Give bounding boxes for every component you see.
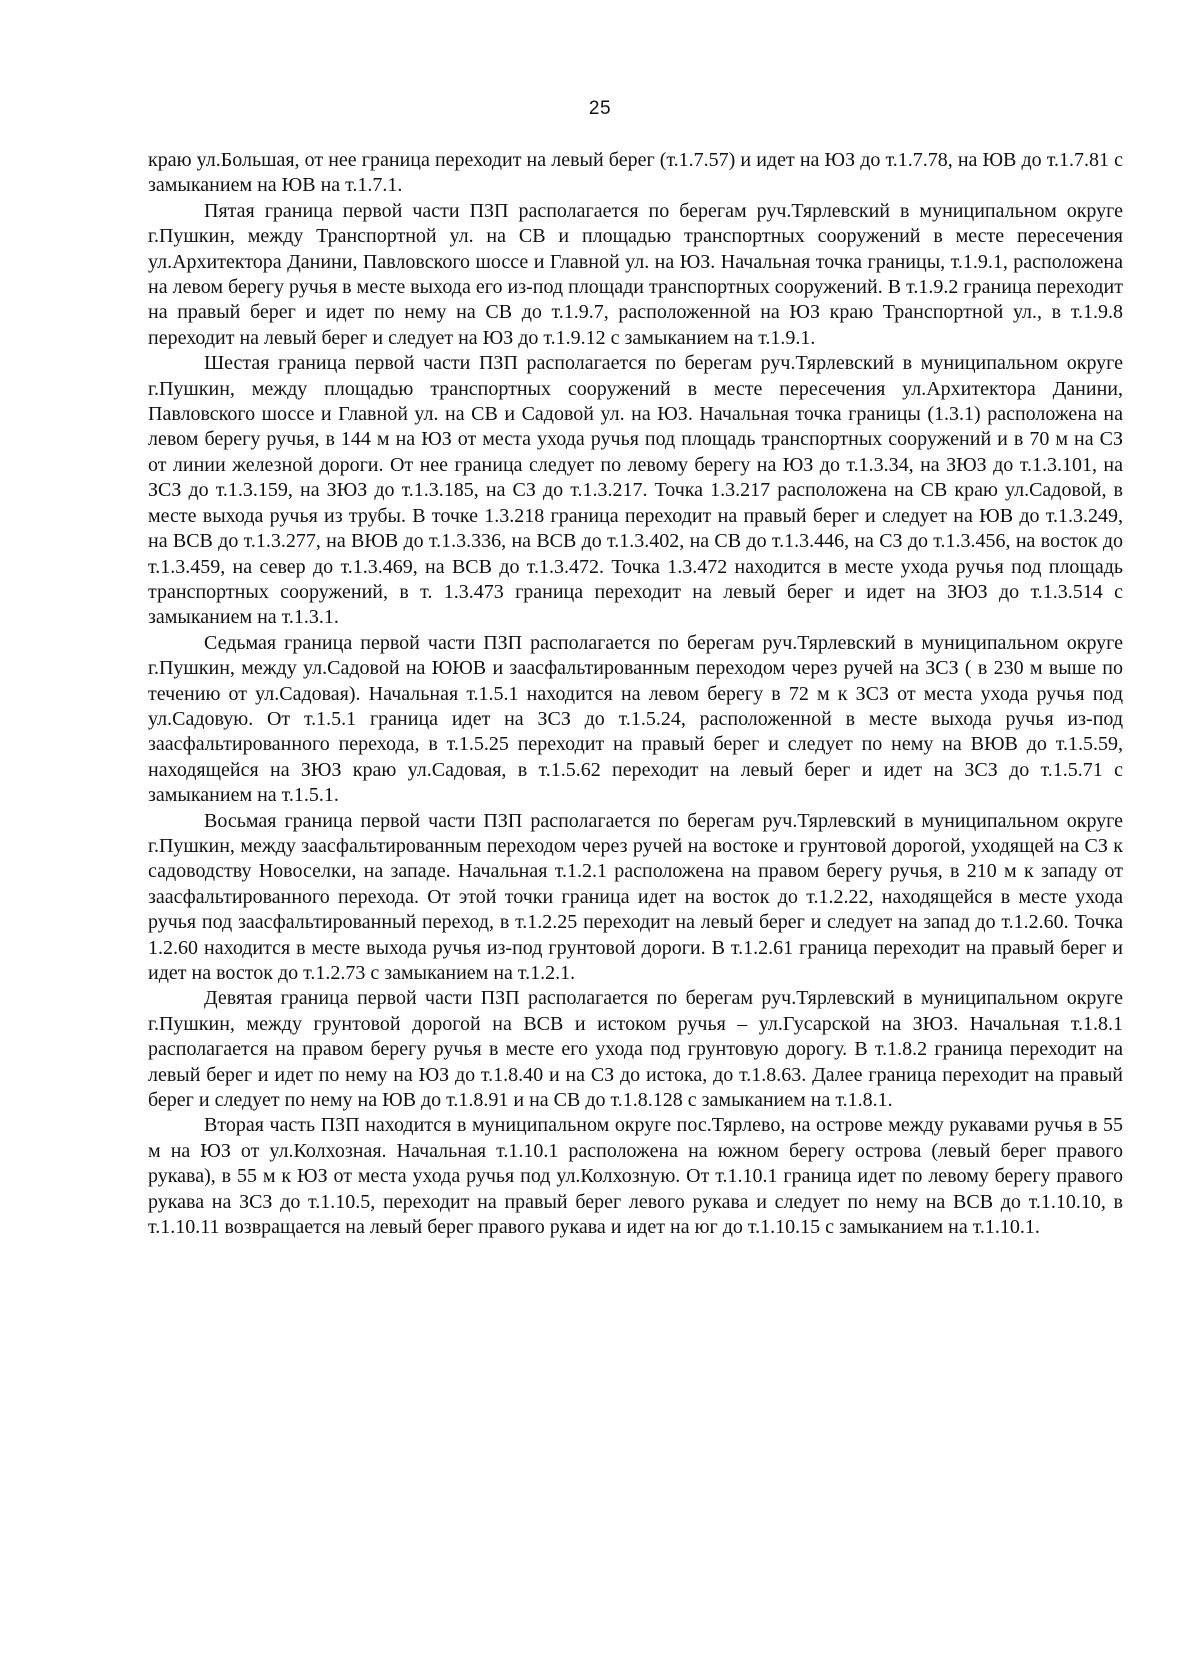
paragraph-continuation: краю ул.Большая, от нее граница переходит на левый берег (т.1.7.57) и идет на ЮЗ до т.1.7.78, на ЮВ до т.1.7.81 с замыканием на ЮВ на т.1.7.1. <box>148 149 1123 197</box>
page-number: 25 <box>588 98 612 119</box>
paragraph-seventh-boundary: Седьмая граница первой части ПЗП располагается по берегам руч.Тярлевский в муниципальном округе г.Пушкин, между ул.Садовой на ЮЮВ и заасфальтированным переходом через ручей на ЗСЗ ( в 230 м выше по течению от ул.Садовая). Начальная т.1.5.1 находится на левом берегу в 72 м к ЗСЗ от места ухода ручья под ул.Садовую. От т.1.5.1 граница идет на ЗСЗ до т.1.5.24, расположенной в месте выхода ручья из-под заасфальтированного перехода, в т.1.5.25 переходит на правый берег и следует по нему на ВЮВ до т.1.5.59, находящейся на ЗЮЗ краю ул.Садовая, в т.1.5.62 переходит на левый берег и идет на ЗСЗ до т.1.5.71 с замыканием на т.1.5.1. <box>148 631 1123 807</box>
body-text <box>148 148 1123 1240</box>
paragraph-second-part: Вторая часть ПЗП находится в муниципальном округе пос.Тярлево, на острове между рукавами ручья в 55 м на ЮЗ от ул.Колхозная. Начальная т.1.10.1 расположена на южном берегу острова (левый берег правого рукава), в 55 м к ЮЗ от места ухода ручья под ул.Колхозную. От т.1.10.1 граница идет по левому берегу правого рукава на ЗСЗ до т.1.10.5, переходит на правый берег левого рукава и следует по нему на ВСВ до т.1.10.10, в т.1.10.11 возвращается на левый берег правого рукава и идет на юг до т.1.10.15 с замыканием на т.1.10.1. <box>148 1114 1123 1239</box>
paragraph-eighth-boundary: Восьмая граница первой части ПЗП располагается по берегам руч.Тярлевский в муниципальном округе г.Пушкин, между заасфальтированным переходом через ручей на востоке и грунтовой дорогой, уходящей на СЗ к садоводству Новоселки, на западе. Начальная т.1.2.1 расположена на правом берегу ручья, в 210 м к западу от заасфальтированного перехода. От этой точки граница идет на восток до т.1.2.22, находящейся в месте ухода ручья под заасфальтированный переход, в т.1.2.25 переходит на левый берег и следует на запад до т.1.2.60. Точка 1.2.60 находится в месте выхода ручья из-под грунтовой дороги. В т.1.2.61 граница переходит на правый берег и идет на восток до т.1.2.73 с замыканием на т.1.2.1. <box>148 809 1123 984</box>
paragraph-sixth-boundary: Шестая граница первой части ПЗП располагается по берегам руч.Тярлевский в муниципальном округе г.Пушкин, между площадью транспортных сооружений в месте пересечения ул.Архитектора Данини, Павловского шоссе и Главной ул. на СВ и Садовой ул. на ЮЗ. Начальная точка границы (1.3.1) расположена на левом берегу ручья, в 144 м на ЮЗ от места ухода ручья под площадь транспортных сооружений и в 70 м на СЗ от линии железной дороги. От нее граница следует по левому берегу на ЮЗ до т.1.3.34, на ЗЮЗ до т.1.3.101, на ЗСЗ до т.1.3.159, на ЗЮЗ до т.1.3.185, на СЗ до т.1.3.217. Точка 1.3.217 расположена на СВ краю ул.Садовой, в месте выхода ручья из трубы. В точке 1.3.218 граница переходит на правый берег и следует на ЮВ до т.1.3.249, на ВСВ до т.1.3.277, на ВЮВ до т.1.3.336, на ВСВ до т.1.3.402, на СВ до т.1.3.446, на СЗ до т.1.3.456, на восток до т.1.3.459, на север до т.1.3.469, на ВСВ до т.1.3.472. Точка 1.3.472 находится в месте ухода ручья под площадь транспортных сооружений, в т. 1.3.473 граница переходит на левый берег и идет на ЗЮЗ до т.1.3.514 с замыканием на т.1.3.1. <box>148 352 1123 629</box>
paragraph-ninth-boundary: Девятая граница первой части ПЗП располагается по берегам руч.Тярлевский в муниципальном округе г.Пушкин, между грунтовой дорогой на ВСВ и истоком ручья – ул.Гусарской на ЗЮЗ. Начальная т.1.8.1 располагается на правом берегу ручья в месте его ухода под грунтовую дорогу. В т.1.8.2 граница переходит на левый берег и идет по нему на ЮЗ до т.1.8.40 и на СЗ до истока, до т.1.8.63. Далее граница переходит на правый берег и следует по нему на ЮВ до т.1.8.91 и на СВ до т.1.8.128 с замыканием на т.1.8.1. <box>148 987 1123 1112</box>
paragraph-fifth-boundary: Пятая граница первой части ПЗП располагается по берегам руч.Тярлевский в муниципальном округе г.Пушкин, между Транспортной ул. на СВ и площадью транспортных сооружений в месте пересечения ул.Архитектора Данини, Павловского шоссе и Главной ул. на ЮЗ. Начальная точка границы, т.1.9.1, расположена на левом берегу ручья в месте выхода его из-под площади транспортных сооружений. В т.1.9.2 граница переходит на правый берег и идет по нему на СВ до т.1.9.7, расположенной на ЮЗ краю Транспортной ул., в т.1.9.8 переходит на левый берег и следует на ЮЗ до т.1.9.12 с замыканием на т.1.9.1. <box>148 199 1123 349</box>
